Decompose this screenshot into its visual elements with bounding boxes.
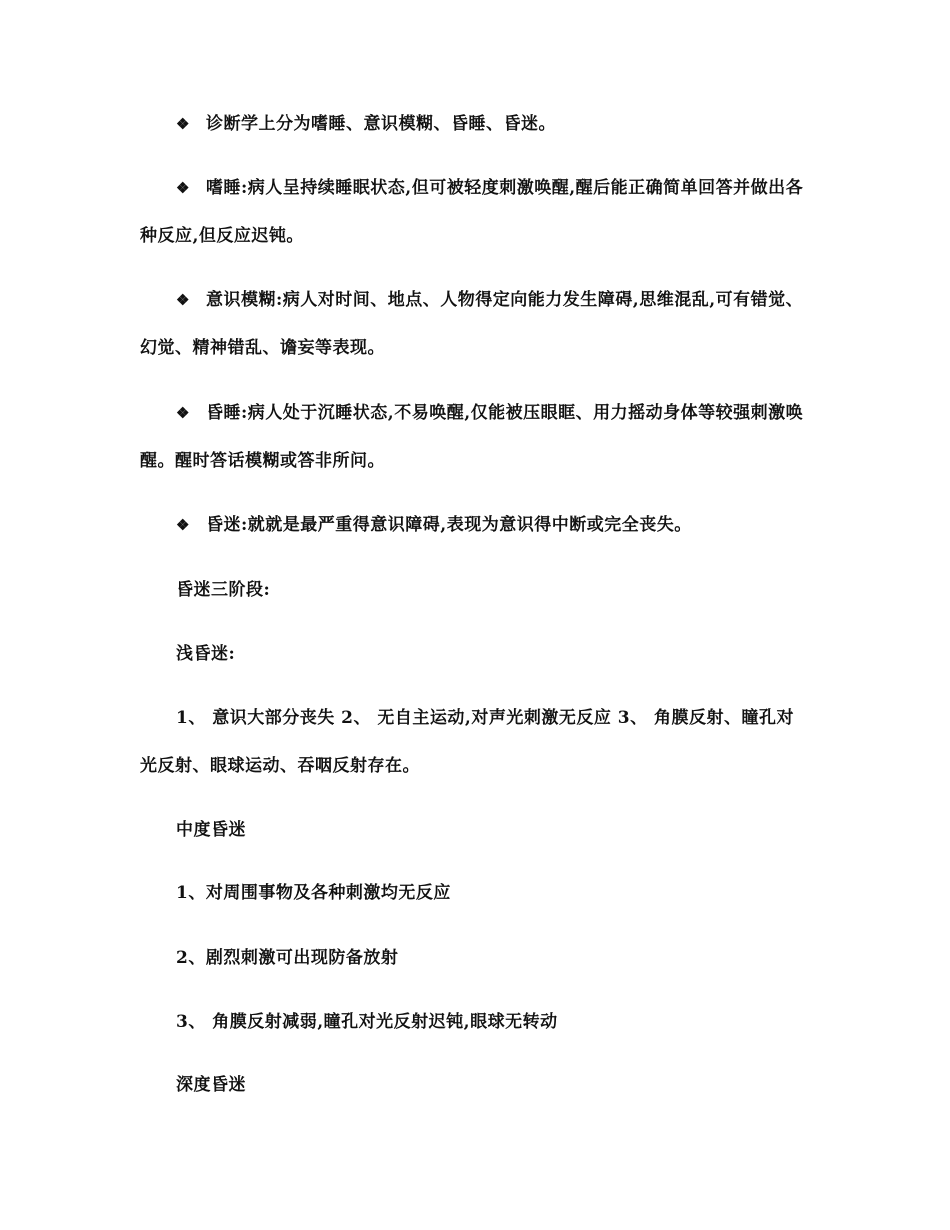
paragraph-text: 意识模糊:病人对时间、地点、人物得定向能力发生障碍,思维混乱,可有错觉、幻觉、精神错乱、谵妄等表现。 — [140, 290, 804, 358]
paragraph-1 — [140, 100, 810, 148]
paragraph-text: 1、对周围事物及各种刺激均无反应 — [176, 883, 451, 903]
paragraph-text: 昏迷三阶段: — [176, 580, 271, 600]
moderate-coma-item-1 — [140, 869, 810, 917]
diamond-bullet-icon: ❖ — [176, 404, 190, 422]
paragraph-text: 中度昏迷 — [176, 820, 246, 840]
subheading-moderate-coma — [140, 806, 810, 854]
paragraph-4 — [140, 389, 810, 485]
subheading-light-coma — [140, 630, 810, 678]
paragraph-3 — [140, 276, 810, 372]
section-heading-coma-stages — [140, 566, 810, 614]
moderate-coma-item-3 — [140, 998, 810, 1046]
diamond-bullet-icon: ❖ — [176, 115, 190, 133]
paragraph-text: 嗜睡:病人呈持续睡眠状态,但可被轻度刺激唤醒,醒后能正确简单回答并做出各种反应,但反应迟钝。 — [140, 178, 804, 246]
diamond-bullet-icon: ❖ — [176, 516, 190, 534]
paragraph-light-coma-items — [140, 694, 810, 790]
paragraph-text: 诊断学上分为嗜睡、意识模糊、昏睡、昏迷。 — [206, 114, 556, 134]
diamond-bullet-icon: ❖ — [176, 291, 190, 309]
paragraph-text: 1、 意识大部分丧失 2、 无自主运动,对声光刺激无反应 3、 角膜反射、瞳孔对光反射、眼球运动、吞咽反射存在。 — [140, 708, 794, 776]
paragraph-text: 3、 角膜反射减弱,瞳孔对光反射迟钝,眼球无转动 — [176, 1012, 558, 1032]
paragraph-2 — [140, 164, 810, 260]
moderate-coma-item-2 — [140, 934, 810, 982]
paragraph-text: 2、剧烈刺激可出现防备放射 — [176, 948, 399, 968]
diamond-bullet-icon: ❖ — [176, 179, 190, 197]
paragraph-text: 浅昏迷: — [176, 644, 236, 664]
subheading-deep-coma — [140, 1061, 810, 1109]
paragraph-text: 昏迷:就就是最严重得意识障碍,表现为意识得中断或完全丧失。 — [206, 515, 692, 535]
paragraph-text: 昏睡:病人处于沉睡状态,不易唤醒,仅能被压眼眶、用力摇动身体等较强刺激唤醒。醒时答话模糊或答非所问。 — [140, 403, 804, 471]
paragraph-text: 深度昏迷 — [176, 1075, 246, 1095]
paragraph-5 — [140, 501, 810, 549]
